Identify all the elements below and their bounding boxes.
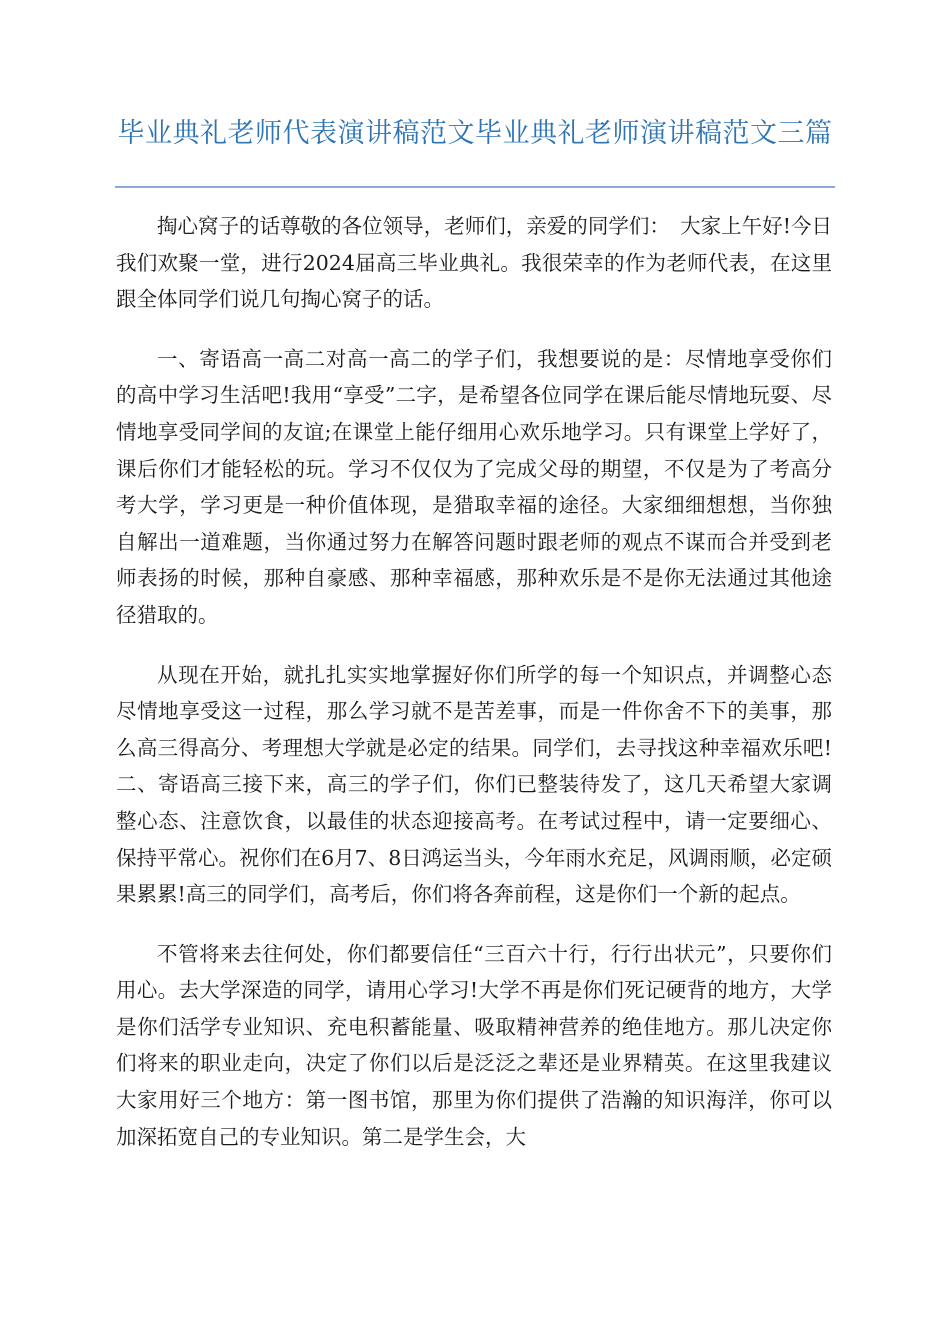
paragraph-future-advice: 不管将来去往何处，你们都要信任“三百六十行，行行出状元”，只要你们用心。去大学深造的同学，请用心学习!大学不再是你们死记硬背的地方，大学是你们活学专业知识、充电积蓄能量、吸取精神营养的绝佳地方。那儿决定你们将来的职业走向，决定了你们以后是泛泛之辈还是业界精英。在这里我建议大家用好三个地方：第一图书馆，那里为你们提供了浩瀚的知识海洋，你可以加深拓宽自己的专业知识。第二是学生会，大: [116, 941, 832, 1149]
title-divider: [115, 186, 835, 188]
document-title: 毕业典礼老师代表演讲稿范文毕业典礼老师演讲稿范文三篇: [117, 118, 833, 149]
document-body: [116, 208, 832, 1178]
paragraph-message-grade-1-2: 一、寄语高一高二对高一高二的学子们，我想要说的是：尽情地享受你们的高中学习生活吧!我用“享受”二字，是希望各位同学在课后能尽情地玩耍、尽情地享受同学间的友谊;在课堂上能仔细用心欢乐地学习。只有课堂上学好了，课后你们才能轻松的玩。学习不仅仅为了完成父母的期望，不仅是为了考高分考大学，学习更是一种价值体现，是猎取幸福的途径。大家细细想想，当你独自解出一道难题，当你通过努力在解答问题时跟老师的观点不谋而合并受到老师表扬的时候，那种自豪感、那种幸福感，那种欢乐是不是你无法通过其他途径猎取的。: [116, 346, 832, 627]
paragraph-greeting: 掏心窝子的话尊敬的各位领导，老师们，亲爱的同学们： 大家上午好!今日我们欢聚一堂，进行2024届高三毕业典礼。我很荣幸的作为老师代表，在这里跟全体同学们说几句掏心窝子的话。: [116, 214, 832, 312]
paragraph-message-grade-3: 从现在开始，就扎扎实实地掌握好你们所学的每一个知识点，并调整心态尽情地享受这一过程，那么学习就不是苦差事，而是一件你舍不下的美事，那么高三得高分、考理想大学就是必定的结果。同学们，去寻找这种幸福欢乐吧!二、寄语高三接下来，高三的学子们，你们已整装待发了，这几天希望大家调整心态、注意饮食，以最佳的状态迎接高考。在考试过程中，请一定要细心、保持平常心。祝你们在6月7、8日鸿运当头，今年雨水充足，风调雨顺，必定硕果累累!高三的同学们，高考后，你们将各奔前程，这是你们一个新的起点。: [116, 662, 832, 907]
